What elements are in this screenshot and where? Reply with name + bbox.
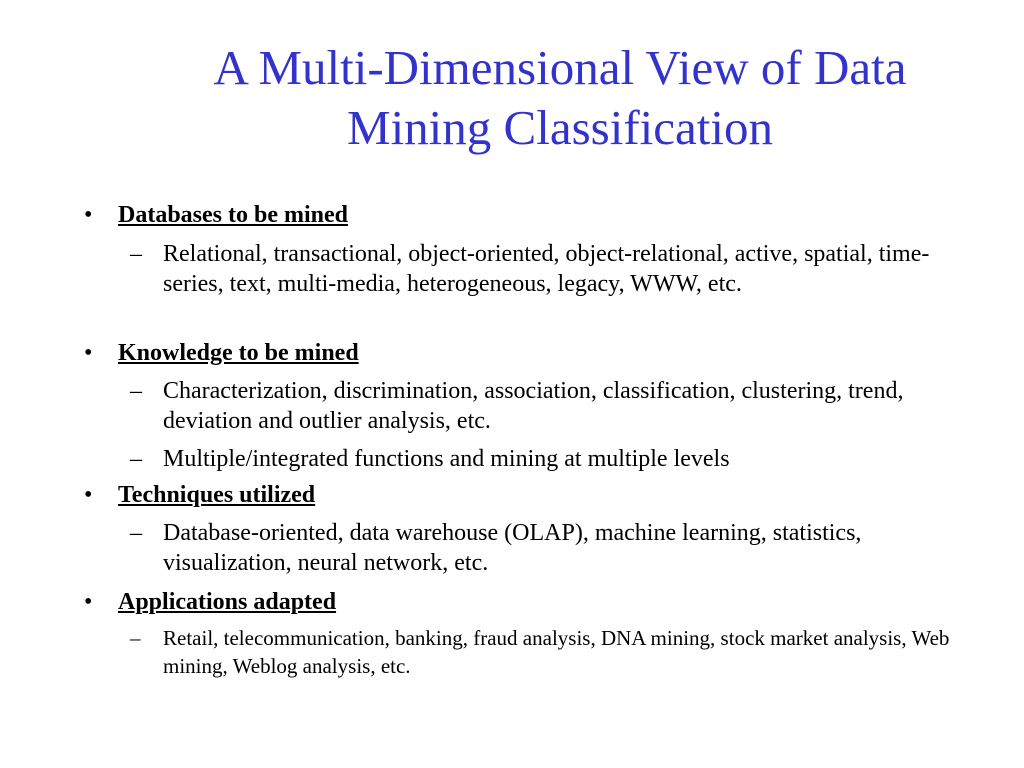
sub-item-text: Retail, telecommunication, banking, fraud analysis, DNA mining, stock market analysis, Web mining, Weblog analysis, etc. — [163, 626, 950, 678]
dash-icon: – — [130, 378, 142, 404]
bullet-icon: • — [84, 589, 93, 615]
section-databases — [84, 200, 348, 231]
sub-item-text: Characterization, discrimination, association, classification, clustering, trend, deviation and outlier analysis, etc. — [163, 378, 904, 434]
dash-icon: – — [130, 446, 142, 472]
bullet-icon: • — [84, 482, 93, 508]
section-applications — [84, 587, 336, 618]
dash-icon: – — [130, 626, 141, 650]
bullet-icon: • — [84, 202, 93, 228]
section-heading: Knowledge to be mined — [118, 340, 359, 366]
sub-item-text: Multiple/integrated functions and mining at multiple levels — [163, 446, 730, 472]
bullet-icon: • — [84, 340, 93, 366]
sub-item — [130, 239, 970, 299]
sub-item — [130, 376, 970, 436]
section-heading: Techniques utilized — [118, 482, 316, 508]
sub-item-text: Relational, transactional, object-oriented, object-relational, active, spatial, time-series, text, multi-media, heterogeneous, legacy, WWW, etc. — [163, 241, 930, 297]
section-heading: Applications adapted — [118, 589, 337, 615]
section-heading: Databases to be mined — [118, 202, 349, 228]
dash-icon: – — [130, 520, 142, 546]
sub-item-text: Database-oriented, data warehouse (OLAP), machine learning, statistics, visualization, neural network, etc. — [163, 520, 862, 576]
sub-item — [130, 624, 970, 680]
section-techniques — [84, 480, 315, 511]
section-knowledge — [84, 338, 359, 369]
sub-item — [130, 518, 970, 578]
dash-icon: – — [130, 241, 142, 267]
slide-title: A Multi-Dimensional View of Data Mining Classification — [213, 40, 907, 155]
sub-item — [130, 444, 970, 474]
